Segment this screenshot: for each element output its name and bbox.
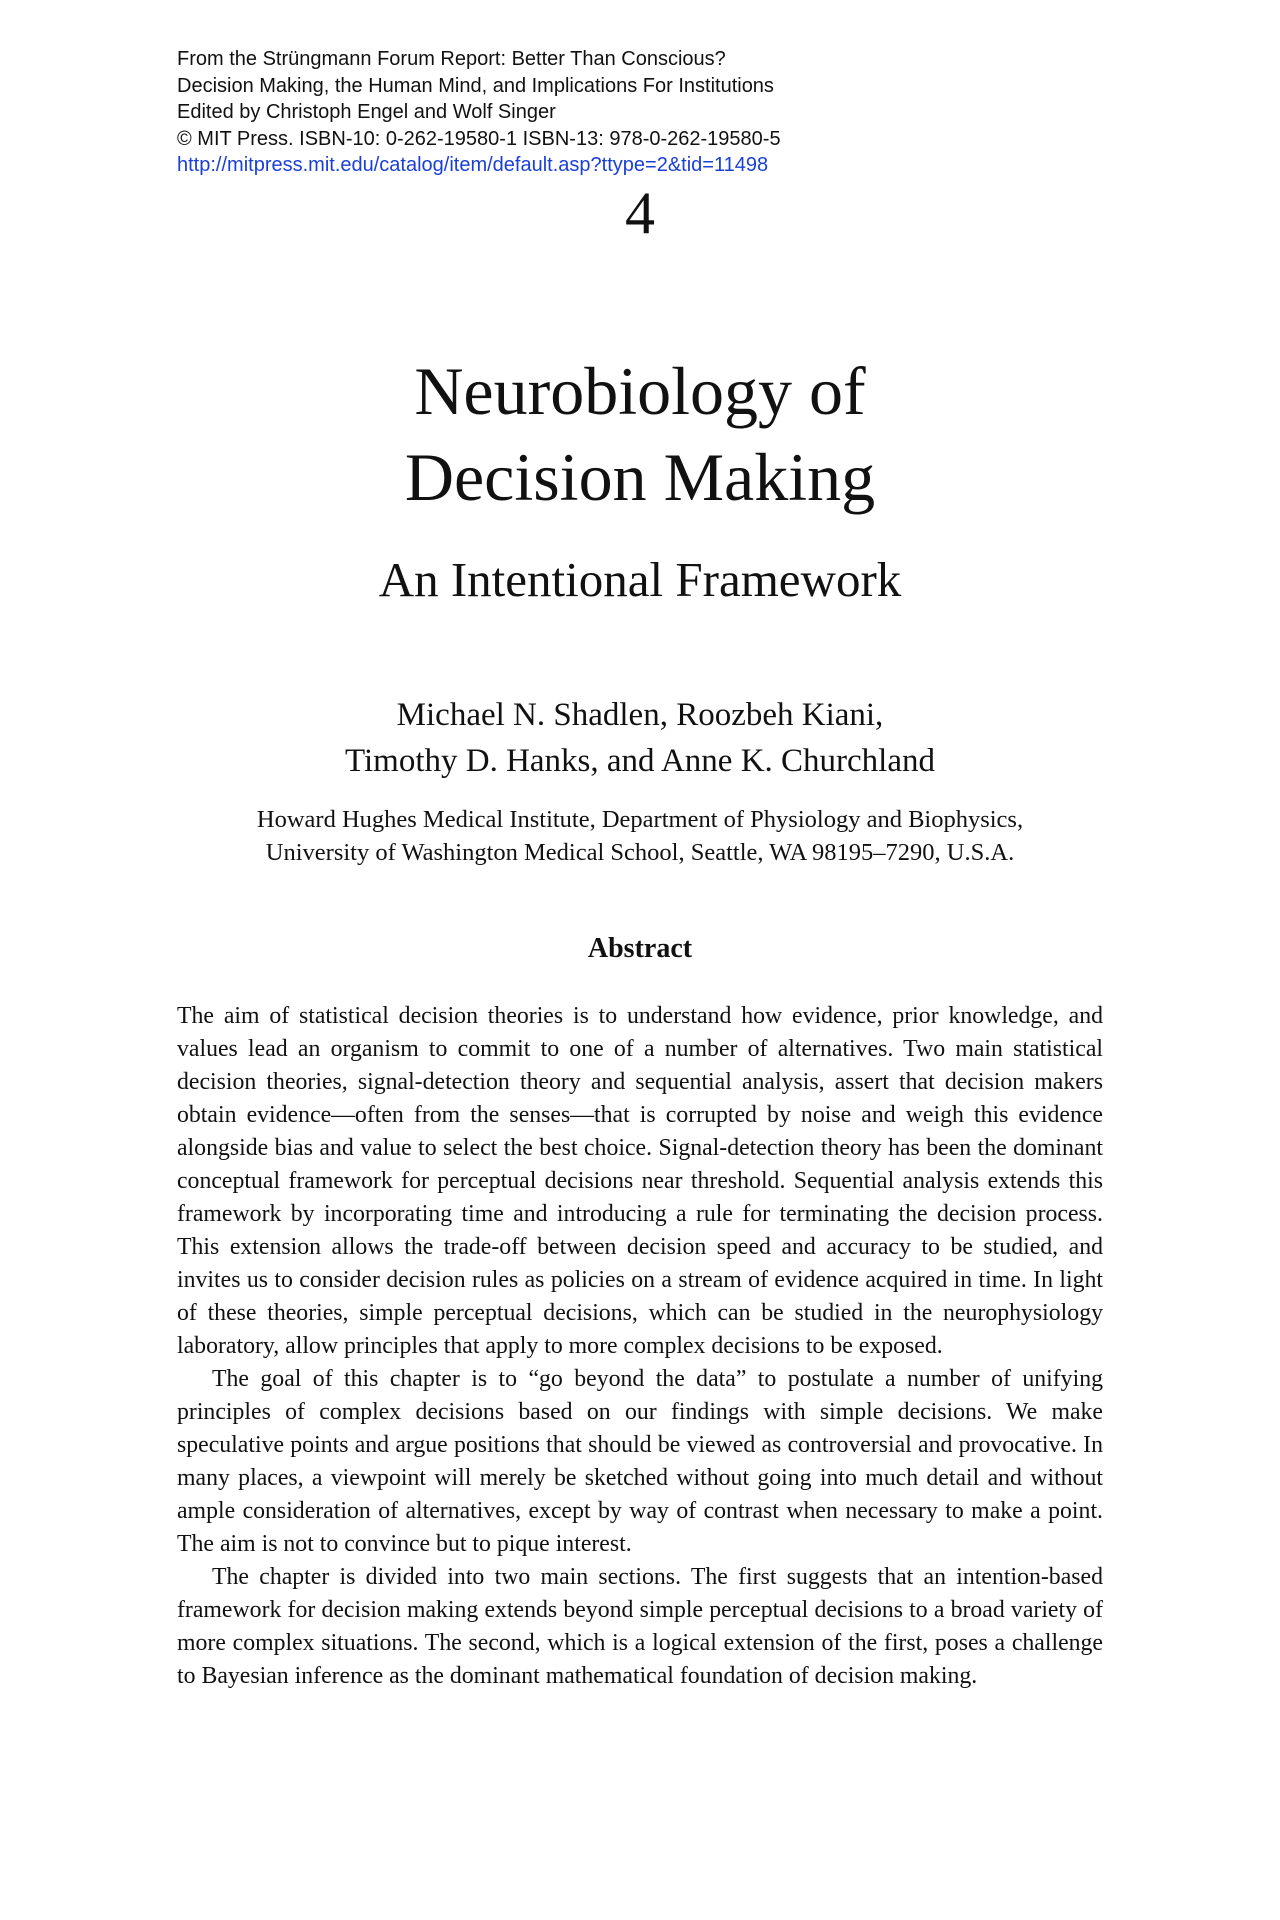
source-line-editors: Edited by Christoph Engel and Wolf Singer: [177, 101, 556, 123]
source-header: [177, 46, 937, 179]
author-line-2: Timothy D. Hanks, and Anne K. Churchland: [344, 743, 935, 779]
affiliation-line-2: University of Washington Medical School, Seattle, WA 98195–7290, U.S.A.: [265, 839, 1015, 866]
abstract-paragraph-3: The chapter is divided into two main sections. The first suggests that an intention-based framework for decision making extends beyond simple perceptual decisions to a broad variety of more complex situations. The second, which is a logical extension of the first, poses a challenge to Bayesian inference as the dominant mathematical foundation of decision making.: [177, 1564, 1103, 1689]
catalog-link[interactable]: http://mitpress.mit.edu/catalog/item/default.asp?ttype=2&tid=11498: [177, 154, 769, 176]
source-line-book-title: Decision Making, the Human Mind, and Implications For Institutions: [177, 74, 774, 97]
abstract-heading: Abstract: [587, 933, 693, 964]
abstract-body: [177, 1000, 1103, 1693]
chapter-title: [0, 348, 1280, 520]
chapter-title-line-2: Decision Making: [404, 439, 876, 515]
abstract-paragraph-1: The aim of statistical decision theories is to understand how evidence, prior knowledge, and values lead an organism to commit to one of a number of alternatives. Two main statistical decision theories, signal-detection theory and sequential analysis, assert that decision makers obtain evidence—often from the senses—that is corrupted by noise and weigh this evidence alongside bias and value to select the best choice. Signal-detection theory has been the dominant conceptual framework for perceptual decisions near threshold. Sequential analysis extends this framework by incorporating time and introducing a rule for terminating the decision process. This extension allows the trade-off between decision speed and accuracy to be studied, and invites us to consider decision rules as policies on a stream of evidence acquired in time. In light of these theories, simple perceptual decisions, which can be studied in the neurophysiology laboratory, allow principles that apply to more complex decisions to be exposed.: [177, 1003, 1103, 1359]
chapter-subtitle: An Intentional Framework: [378, 552, 902, 607]
affiliation: [0, 803, 1280, 869]
affiliation-line-1: Howard Hughes Medical Institute, Department of Physiology and Biophysics,: [256, 806, 1024, 833]
abstract-paragraph-2: The goal of this chapter is to “go beyond the data” to postulate a number of unifying principles of complex decisions based on our findings with simple decisions. We make speculative points and argue positions that should be viewed as controversial and provocative. In many places, a viewpoint will merely be sketched without going into much detail and without ample consideration of alternatives, except by way of contrast when necessary to make a point. The aim is not to convince but to pique interest.: [177, 1366, 1103, 1557]
source-line-report: From the Strüngmann Forum Report: Better Than Conscious?: [177, 48, 726, 70]
source-line-isbn: © MIT Press. ISBN-10: 0-262-19580-1 ISBN-13: 978-0-262-19580-5: [177, 127, 781, 150]
author-list: [0, 692, 1280, 784]
chapter-title-line-1: Neurobiology of: [414, 353, 866, 429]
author-line-1: Michael N. Shadlen, Roozbeh Kiani,: [396, 697, 884, 733]
chapter-number: 4: [625, 180, 655, 246]
